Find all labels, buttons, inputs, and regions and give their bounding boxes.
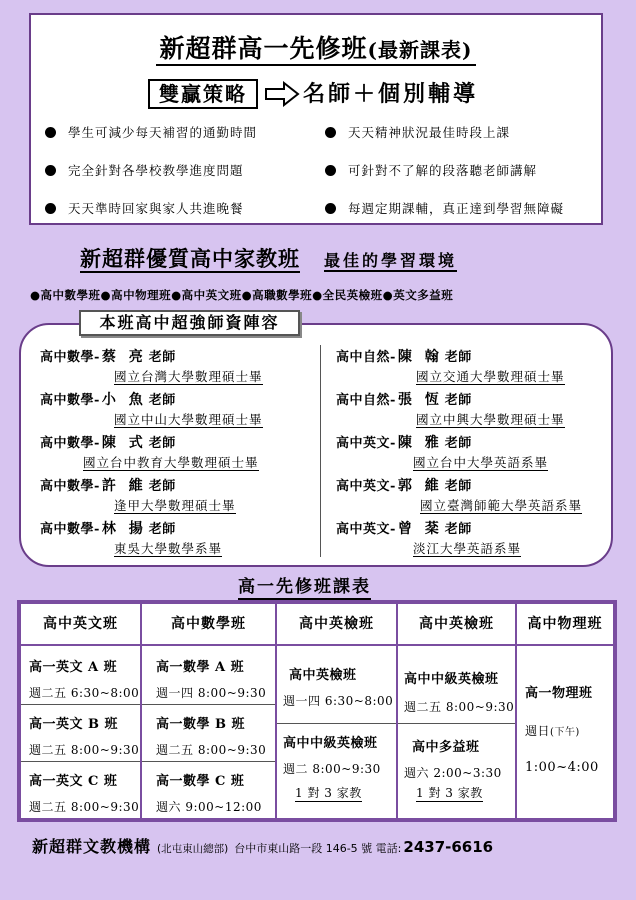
intro-box	[29, 13, 603, 225]
class-name: 高中英檢班	[289, 668, 357, 683]
teacher-name-line: 高中數學- 蔡 亮 老師	[40, 349, 176, 365]
row-divider	[21, 704, 140, 705]
class-name: 高一英文 A 班	[29, 660, 118, 675]
teacher-degree: 東吳大學數學系畢	[114, 541, 223, 556]
bullet-dot-icon	[45, 203, 56, 214]
address: 台中市東山路一段 146-5 號 電話:	[234, 842, 402, 855]
teacher-degree: 國立臺灣師範大學英語系畢	[420, 498, 583, 513]
schedule-header: 高中數學班	[142, 604, 275, 644]
teacher-degree: 國立台灣大學數理碩士畢	[114, 369, 263, 384]
class-time: 週二五 6:30~8:00	[29, 686, 140, 700]
test-column-2	[398, 646, 515, 818]
teacher-name-line: 高中英文- 郭 維 老師	[336, 478, 472, 494]
class-time: 週二五 8:00~9:30	[29, 800, 140, 814]
tutor-note: 1 對 3 家教	[295, 786, 362, 800]
class-name: 高中中級英檢班	[283, 736, 378, 751]
class-time: 1:00~4:00	[525, 760, 599, 775]
schedule-header: 高中英檢班	[277, 604, 396, 644]
teacher-name-line: 高中自然- 張 恆 老師	[336, 392, 472, 408]
bullet-item: 天天精神狀況最佳時段上課	[325, 125, 510, 141]
class-time: 週二五 8:00~9:30	[29, 743, 140, 757]
class-name: 高一物理班	[525, 686, 593, 701]
teacher-degree: 國立台中大學英語系畢	[413, 455, 549, 470]
class-name: 高一數學 A 班	[156, 660, 245, 675]
arrow-right-icon	[264, 81, 300, 107]
teacher-name-line: 高中數學- 林 揚 老師	[40, 521, 176, 537]
tutor-heading-text: 新超群優質高中家教班	[80, 247, 300, 271]
tutor-slogan: 最佳的學習環境	[324, 251, 458, 270]
title-suffix: (最新課表)	[367, 38, 473, 62]
teacher-name-line: 高中數學- 許 維 老師	[40, 478, 176, 494]
physics-column	[517, 646, 613, 818]
class-name: 高一數學 C 班	[156, 774, 245, 789]
row-divider	[21, 761, 140, 762]
row-divider	[142, 704, 275, 705]
class-name: 高一英文 B 班	[29, 717, 119, 732]
main-title	[31, 29, 601, 65]
tutor-heading	[80, 243, 457, 273]
class-time: 週一四 8:00~9:30	[156, 686, 267, 700]
phone-number: 2437-6616	[403, 838, 494, 856]
bullet-dot-icon	[325, 165, 336, 176]
bullet-dot-icon	[325, 127, 336, 138]
bullet-item: 學生可減少每天補習的通勤時間	[45, 125, 257, 141]
bullet-dot-icon	[325, 203, 336, 214]
teacher-degree: 國立中山大學數理碩士畢	[114, 412, 263, 427]
teacher-name-line: 高中自然- 陳 翰 老師	[336, 349, 472, 365]
panel-divider	[320, 345, 321, 557]
schedule-table	[17, 600, 617, 822]
tutor-note: 1 對 3 家教	[416, 786, 483, 800]
bullet-item: 每週定期課輔，真正達到學習無障礙	[325, 201, 564, 217]
teacher-name-line: 高中數學- 陳 式 老師	[40, 435, 176, 451]
class-day: 週日(下午)	[525, 724, 580, 738]
bullet-dot-icon	[45, 165, 56, 176]
row-divider	[398, 723, 515, 724]
class-name: 高一英文 C 班	[29, 774, 118, 789]
teacher-name-line: 高中英文- 陳 雅 老師	[336, 435, 472, 451]
footer	[32, 834, 493, 857]
class-time: 週六 9:00~12:00	[156, 800, 262, 814]
math-column	[142, 646, 275, 818]
org-name: 新超群文教機構	[32, 837, 152, 856]
branch-name: (北屯東山總部)	[157, 843, 229, 855]
teacher-degree: 國立交通大學數理碩士畢	[416, 369, 565, 384]
row-divider	[277, 723, 396, 724]
class-time: 週六 2:00~3:30	[404, 766, 502, 780]
class-name: 高一數學 B 班	[156, 717, 246, 732]
bullet-item: 可針對不了解的段落聽老師講解	[325, 163, 537, 179]
teacher-degree: 國立台中教育大學數理碩士畢	[83, 455, 259, 470]
strategy-label: 雙贏策略	[148, 79, 258, 109]
row-divider	[142, 761, 275, 762]
teacher-degree: 逢甲大學數理碩士畢	[114, 498, 236, 513]
class-name: 高中多益班	[412, 740, 480, 755]
class-time: 週二五 8:00~9:30	[404, 700, 515, 714]
teacher-name-line: 高中英文- 曾 棻 老師	[336, 521, 472, 537]
teacher-panel-title: 本班高中超強師資陣容	[79, 310, 300, 336]
title-text: 新超群高一先修班	[159, 34, 368, 63]
class-time: 週二五 8:00~9:30	[156, 743, 267, 757]
teacher-degree: 淡江大學英語系畢	[413, 541, 522, 556]
class-name: 高中中級英檢班	[404, 672, 499, 687]
bullet-item: 完全針對各學校教學進度問題	[45, 163, 244, 179]
class-list: ●高中數學班●高中物理班●高中英文班●高職數學班●全民英檢班●英文多益班	[30, 288, 454, 302]
schedule-header: 高中英檢班	[398, 604, 515, 644]
class-time: 週二 8:00~9:30	[283, 762, 381, 776]
schedule-header: 高中英文班	[21, 604, 140, 644]
teacher-name-line: 高中數學- 小 魚 老師	[40, 392, 176, 408]
teacher-degree: 國立中興大學數理碩士畢	[416, 412, 565, 427]
english-column	[21, 646, 140, 818]
bullet-dot-icon	[45, 127, 56, 138]
strategy-tagline: 名師＋個別輔導	[303, 81, 479, 107]
schedule-header: 高中物理班	[517, 604, 613, 644]
test-column-1	[277, 646, 396, 818]
class-time: 週一四 6:30~8:00	[283, 694, 394, 708]
bullet-item: 天天準時回家與家人共進晚餐	[45, 201, 244, 217]
schedule-title: 高一先修班課表	[238, 576, 371, 600]
